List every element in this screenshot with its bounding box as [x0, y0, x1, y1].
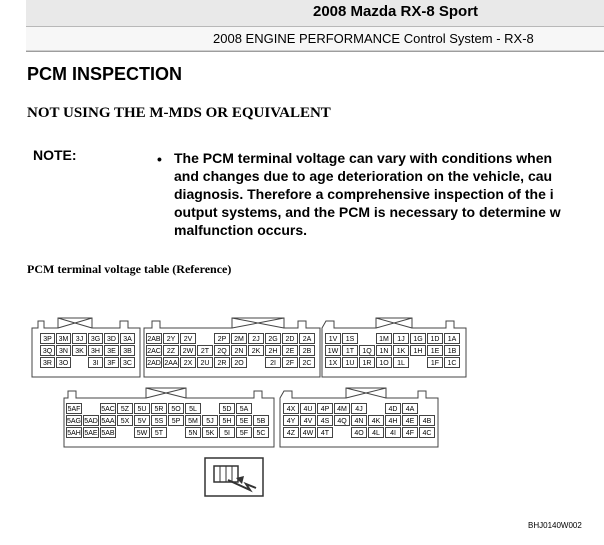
- pin-1n: 1N: [376, 345, 392, 356]
- pin-5t: 5T: [151, 427, 167, 438]
- pin-5ah: 5AH: [66, 427, 82, 438]
- pin-3n: 3N: [56, 345, 71, 356]
- pin-2r: 2R: [214, 357, 230, 368]
- pin-2c: 2C: [299, 357, 315, 368]
- note-bullet: •: [157, 151, 162, 167]
- pin-3r: 3R: [40, 357, 55, 368]
- pin-4x: 4X: [283, 403, 299, 414]
- pin-4i: 4I: [385, 427, 401, 438]
- note-line: output systems, and the PCM is necessary to determine w: [174, 204, 561, 220]
- pin-5a: 5A: [236, 403, 252, 414]
- pin-2b: 2B: [299, 345, 315, 356]
- pin-2k: 2K: [248, 345, 264, 356]
- pin-5c: 5C: [253, 427, 269, 438]
- note-label: NOTE:: [33, 147, 77, 163]
- pin-2t: 2T: [197, 345, 213, 356]
- pin-2n: 2N: [231, 345, 247, 356]
- pin-2a: 2A: [299, 333, 315, 344]
- pin-1d: 1D: [427, 333, 443, 344]
- pin-1l: 1L: [393, 357, 409, 368]
- pin-1h: 1H: [410, 345, 426, 356]
- pin-3e: 3E: [104, 345, 119, 356]
- pin-5e: 5E: [236, 415, 252, 426]
- pin-5z: 5Z: [117, 403, 133, 414]
- pin-1x: 1X: [325, 357, 341, 368]
- section-title: PCM INSPECTION: [27, 64, 183, 84]
- pin-5d: 5D: [219, 403, 235, 414]
- document-subtitle: 2008 ENGINE PERFORMANCE Control System - RX-8: [213, 31, 534, 46]
- pin-1c: 1C: [444, 357, 460, 368]
- pin-5ac: 5AC: [100, 403, 116, 414]
- pin-4o: 4O: [351, 427, 367, 438]
- pin-1f: 1F: [427, 357, 443, 368]
- pin-4c: 4C: [419, 427, 435, 438]
- pin-3a: 3A: [120, 333, 135, 344]
- pin-1o: 1O: [376, 357, 392, 368]
- pin-3k: 3K: [72, 345, 87, 356]
- pin-5m: 5M: [185, 415, 201, 426]
- pin-4t: 4T: [317, 427, 333, 438]
- pin-4e: 4E: [402, 415, 418, 426]
- pin-5w: 5W: [134, 427, 150, 438]
- note-line: malfunction occurs.: [174, 222, 308, 238]
- pin-3m: 3M: [56, 333, 71, 344]
- pin-1b: 1B: [444, 345, 460, 356]
- pin-4u: 4U: [300, 403, 316, 414]
- pin-5i: 5I: [219, 427, 235, 438]
- pin-3p: 3P: [40, 333, 55, 344]
- pin-5j: 5J: [202, 415, 218, 426]
- pin-2ac: 2AC: [146, 345, 162, 356]
- pin-5aa: 5AA: [100, 415, 116, 426]
- pin-2v: 2V: [180, 333, 196, 344]
- pin-2m: 2M: [231, 333, 247, 344]
- pin-2p: 2P: [214, 333, 230, 344]
- pin-3i: 3I: [88, 357, 103, 368]
- pin-2f: 2F: [282, 357, 298, 368]
- pin-4v: 4V: [300, 415, 316, 426]
- pin-3j: 3J: [72, 333, 87, 344]
- pin-3c: 3C: [120, 357, 135, 368]
- pin-1k: 1K: [393, 345, 409, 356]
- pin-5r: 5R: [151, 403, 167, 414]
- pin-5af: 5AF: [66, 403, 82, 414]
- pin-3f: 3F: [104, 357, 119, 368]
- pin-2q: 2Q: [214, 345, 230, 356]
- pin-3b: 3B: [120, 345, 135, 356]
- pin-3g: 3G: [88, 333, 103, 344]
- pin-5n: 5N: [185, 427, 201, 438]
- pin-3o: 3O: [56, 357, 71, 368]
- pin-2h: 2H: [265, 345, 281, 356]
- pin-2y: 2Y: [163, 333, 179, 344]
- pin-1m: 1M: [376, 333, 392, 344]
- pin-2z: 2Z: [163, 345, 179, 356]
- pin-1q: 1Q: [359, 345, 375, 356]
- pin-5o: 5O: [168, 403, 184, 414]
- pin-1t: 1T: [342, 345, 358, 356]
- note-line: and changes due to age deterioration on the vehicle, cau: [174, 168, 553, 184]
- pin-2w: 2W: [180, 345, 196, 356]
- pin-2o: 2O: [231, 357, 247, 368]
- pin-2i: 2I: [265, 357, 281, 368]
- pin-4j: 4J: [351, 403, 367, 414]
- pin-1g: 1G: [410, 333, 426, 344]
- subheading: NOT USING THE M-MDS OR EQUIVALENT: [27, 105, 331, 121]
- pin-2j: 2J: [248, 333, 264, 344]
- pin-3q: 3Q: [40, 345, 55, 356]
- pin-4d: 4D: [385, 403, 401, 414]
- pin-5p: 5P: [168, 415, 184, 426]
- pin-1v: 1V: [325, 333, 341, 344]
- pin-5b: 5B: [253, 415, 269, 426]
- pin-2aa: 2AA: [163, 357, 179, 368]
- pin-5f: 5F: [236, 427, 252, 438]
- pin-5ad: 5AD: [83, 415, 99, 426]
- pin-2x: 2X: [180, 357, 196, 368]
- pin-5l: 5L: [185, 403, 201, 414]
- pin-3h: 3H: [88, 345, 103, 356]
- pin-4w: 4W: [300, 427, 316, 438]
- pin-4l: 4L: [368, 427, 384, 438]
- pin-5v: 5V: [134, 415, 150, 426]
- pin-2u: 2U: [197, 357, 213, 368]
- pin-5s: 5S: [151, 415, 167, 426]
- table-caption: PCM terminal voltage table (Reference): [27, 262, 232, 276]
- pin-1e: 1E: [427, 345, 443, 356]
- pin-5h: 5H: [219, 415, 235, 426]
- pin-5ag: 5AG: [66, 415, 82, 426]
- pin-4n: 4N: [351, 415, 367, 426]
- pin-2ad: 2AD: [146, 357, 162, 368]
- note-line: The PCM terminal voltage can vary with conditions when: [174, 150, 553, 166]
- document-title: 2008 Mazda RX-8 Sport: [313, 3, 479, 20]
- pin-2e: 2E: [282, 345, 298, 356]
- pin-4y: 4Y: [283, 415, 299, 426]
- pin-5x: 5X: [117, 415, 133, 426]
- pin-1r: 1R: [359, 357, 375, 368]
- pin-1w: 1W: [325, 345, 341, 356]
- pin-4z: 4Z: [283, 427, 299, 438]
- pin-1u: 1U: [342, 357, 358, 368]
- figure-code: BHJ0140W002: [528, 521, 582, 530]
- pin-5ae: 5AE: [83, 427, 99, 438]
- pin-4m: 4M: [334, 403, 350, 414]
- pin-4a: 4A: [402, 403, 418, 414]
- pin-4k: 4K: [368, 415, 384, 426]
- pin-5k: 5K: [202, 427, 218, 438]
- pin-1s: 1S: [342, 333, 358, 344]
- pin-3d: 3D: [104, 333, 119, 344]
- pin-5u: 5U: [134, 403, 150, 414]
- pin-4s: 4S: [317, 415, 333, 426]
- pin-4q: 4Q: [334, 415, 350, 426]
- pin-1a: 1A: [444, 333, 460, 344]
- pin-4b: 4B: [419, 415, 435, 426]
- pin-2ab: 2AB: [146, 333, 162, 344]
- pin-4p: 4P: [317, 403, 333, 414]
- pin-5ab: 5AB: [100, 427, 116, 438]
- pin-2g: 2G: [265, 333, 281, 344]
- pin-4h: 4H: [385, 415, 401, 426]
- note-line: diagnosis. Therefore a comprehensive inspection of the i: [174, 186, 554, 202]
- pin-1j: 1J: [393, 333, 409, 344]
- pin-2d: 2D: [282, 333, 298, 344]
- pin-4f: 4F: [402, 427, 418, 438]
